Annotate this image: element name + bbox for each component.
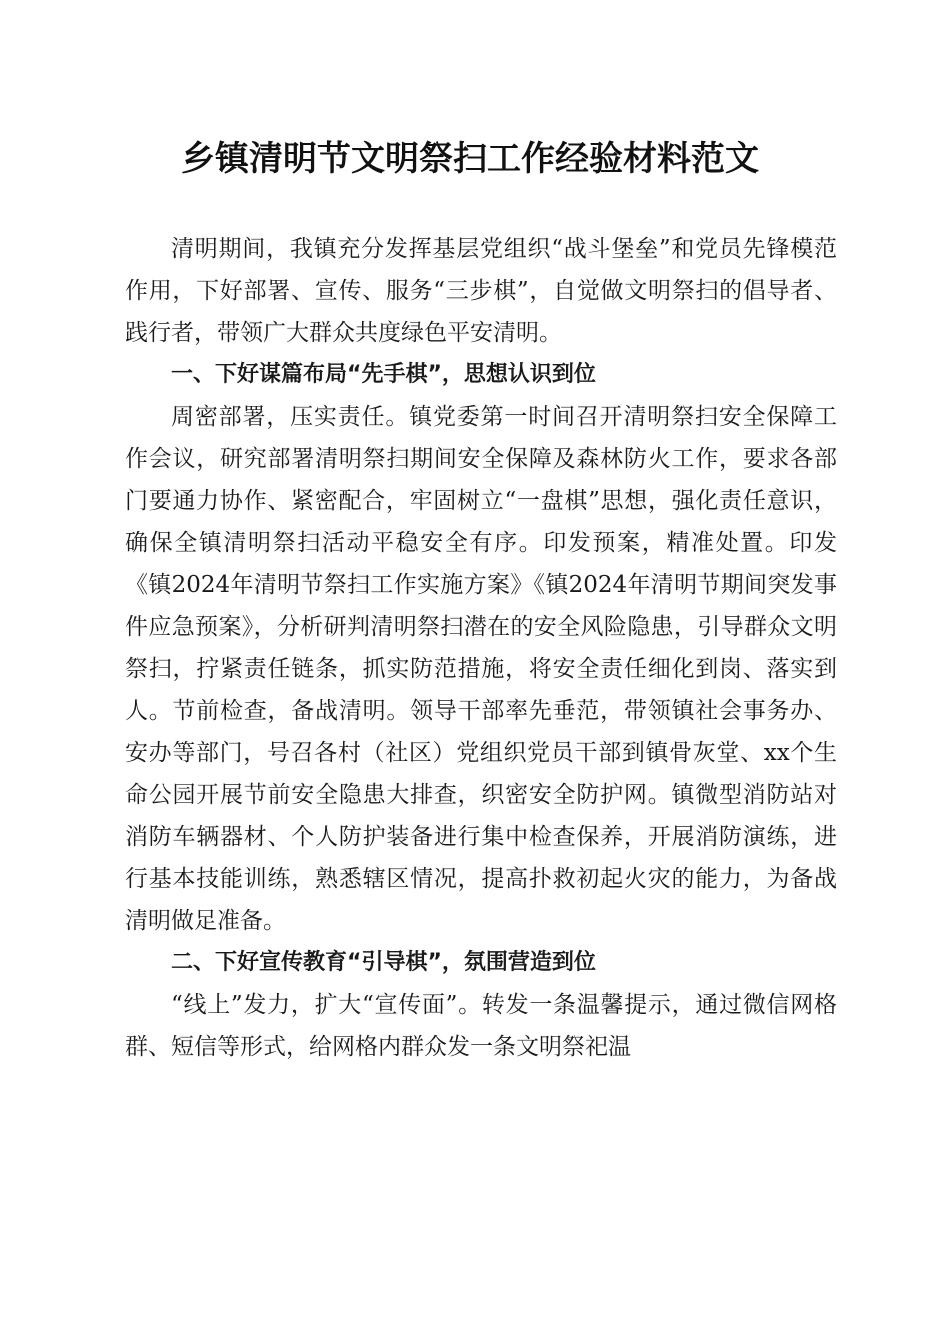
- section-1-paragraph: 周密部署，压实责任。镇党委第一时间召开清明祭扫安全保障工作会议，研究部署清明祭扫期间安全保障及森林防火工作，要求各部门要通力协作、紧密配合，牢固树立“一盘棋”思想，强化责任意识，确保全镇清明祭扫活动平稳安全有序。印发预案，精准处置。印发《镇2024年清明节祭扫工作实施方案》《镇2024年清明节期间突发事件应急预案》，分析研判清明祭扫潜在的安全风险隐患，引导群众文明祭扫，拧紧责任链条，抓实防范措施，将安全责任细化到岗、落实到人。节前检查，备战清明。领导干部率先垂范，带领镇社会事务办、安办等部门，号召各村（社区）党组织党员干部到镇骨灰堂、xx个生命公园开展节前安全隐患大排查，织密安全防护网。镇微型消防站对消防车辆器材、个人防护装备进行集中检查保养，开展消防演练，进行基本技能训练，熟悉辖区情况，提高扑救初起火灾的能力，为备战清明做足准备。: [125, 404, 837, 934]
- section-2-heading: 二、下好宣传教育“引导棋”，氛围营造到位: [171, 950, 596, 975]
- document-body: [125, 228, 837, 1068]
- section-2-paragraph: “线上”发力，扩大“宣传面”。转发一条温馨提示，通过微信网格群、短信等形式，给网格内群众发一条文明祭祀温: [125, 992, 837, 1060]
- section-1-heading: 一、下好谋篇布局“先手棋”，思想认识到位: [171, 362, 596, 387]
- document-title: 乡镇清明节文明祭扫工作经验材料范文: [181, 139, 759, 179]
- intro-paragraph: 清明期间，我镇充分发挥基层党组织“战斗堡垒”和党员先锋模范作用，下好部署、宣传、服务“三步棋”，自觉做文明祭扫的倡导者、践行者，带领广大群众共度绿色平安清明。: [125, 236, 837, 346]
